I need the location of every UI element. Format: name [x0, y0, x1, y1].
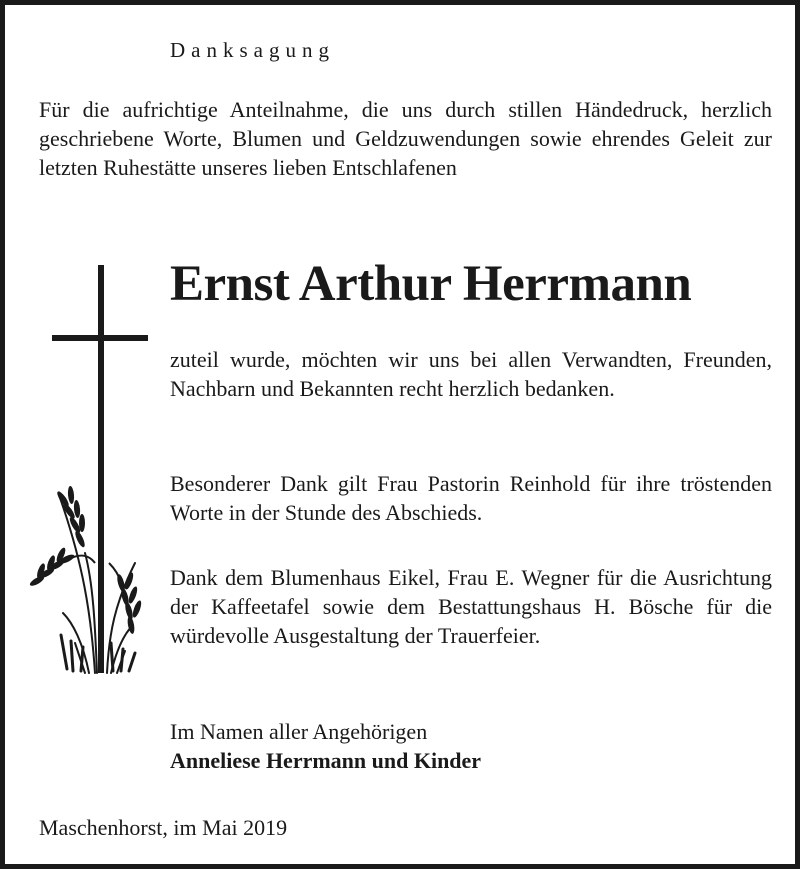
deceased-name: Ernst Arthur Herrmann — [170, 256, 692, 312]
cross-with-wheat-icon — [25, 263, 155, 683]
notice-heading: Danksagung — [170, 38, 335, 62]
closing-block — [170, 717, 481, 775]
place-date: Maschenhorst, im Mai 2019 — [39, 815, 288, 840]
closing-line: Im Namen aller Angehörigen — [170, 719, 428, 744]
signature: Anneliese Herrmann und Kinder — [170, 748, 482, 773]
intro-paragraph: Für die aufrichtige Anteilnahme, die uns durch stillen Händedruck, herzlich geschriebene Worte, Blumen und Geldzuwendungen sowie ehrendes Geleit zur letzten Ruhestätte unseres lieben Entschlafenen — [39, 97, 772, 180]
thanks-paragraph-3: Dank dem Blumenhaus Eikel, Frau E. Wegner für die Ausrichtung der Kaffeetafel sowie dem Bestattungshaus H. Bösche für die würdevolle Ausgestaltung der Trauerfeier. — [170, 565, 772, 648]
thanks-paragraph-1: zuteil wurde, möchten wir uns bei allen Verwandten, Freunden, Nachbarn und Bekannten recht herzlich bedanken. — [170, 347, 772, 401]
thanks-paragraph-2: Besonderer Dank gilt Frau Pastorin Reinhold für ihre tröstenden Worte in der Stunde des Abschieds. — [170, 471, 772, 525]
